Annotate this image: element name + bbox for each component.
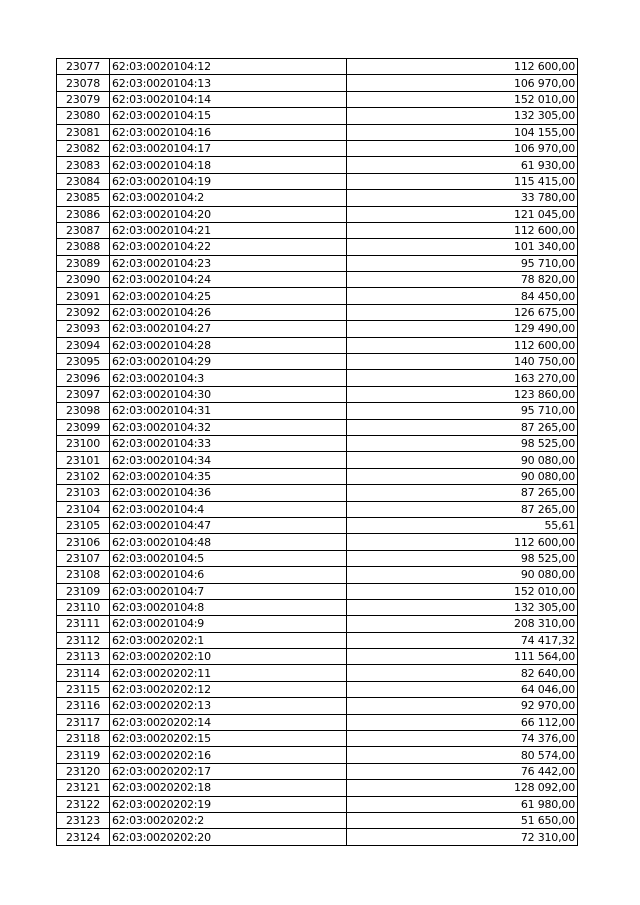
cadastral-number-cell: 62:03:0020202:15 [110,731,347,747]
value-cell: 98 525,00 [347,550,578,566]
row-number-cell: 23094 [57,337,110,353]
cadastral-number-cell: 62:03:0020104:34 [110,452,347,468]
value-cell: 72 310,00 [347,829,578,845]
row-number-cell: 23079 [57,91,110,107]
cadastral-number-cell: 62:03:0020104:15 [110,108,347,124]
cadastral-number-cell: 62:03:0020202:14 [110,714,347,730]
cadastral-number-cell: 62:03:0020104:47 [110,517,347,533]
row-number-cell: 23103 [57,485,110,501]
value-cell: 87 265,00 [347,501,578,517]
value-cell: 152 010,00 [347,91,578,107]
value-cell: 87 265,00 [347,419,578,435]
value-cell: 80 574,00 [347,747,578,763]
cadastral-number-cell: 62:03:0020104:30 [110,386,347,402]
value-cell: 92 970,00 [347,698,578,714]
cadastral-number-cell: 62:03:0020202:16 [110,747,347,763]
table-row [57,321,578,337]
cadastral-number-cell: 62:03:0020202:18 [110,780,347,796]
value-cell: 64 046,00 [347,681,578,697]
table-row [57,140,578,156]
value-cell: 106 970,00 [347,140,578,156]
table-row [57,108,578,124]
row-number-cell: 23097 [57,386,110,402]
value-cell: 115 415,00 [347,173,578,189]
row-number-cell: 23119 [57,747,110,763]
row-number-cell: 23104 [57,501,110,517]
value-cell: 84 450,00 [347,288,578,304]
table-row [57,698,578,714]
value-cell: 208 310,00 [347,616,578,632]
table-row [57,632,578,648]
row-number-cell: 23124 [57,829,110,845]
row-number-cell: 23083 [57,157,110,173]
value-cell: 106 970,00 [347,75,578,91]
value-cell: 74 417,32 [347,632,578,648]
value-cell: 126 675,00 [347,304,578,320]
cadastral-number-cell: 62:03:0020104:21 [110,222,347,238]
value-cell: 128 092,00 [347,780,578,796]
table-row [57,190,578,206]
cadastral-number-cell: 62:03:0020202:13 [110,698,347,714]
row-number-cell: 23089 [57,255,110,271]
table-row [57,534,578,550]
row-number-cell: 23105 [57,517,110,533]
cadastral-number-cell: 62:03:0020104:14 [110,91,347,107]
cadastral-number-cell: 62:03:0020202:10 [110,649,347,665]
value-cell: 78 820,00 [347,272,578,288]
value-cell: 132 305,00 [347,108,578,124]
table-row [57,370,578,386]
cadastral-number-cell: 62:03:0020104:28 [110,337,347,353]
value-cell: 104 155,00 [347,124,578,140]
row-number-cell: 23087 [57,222,110,238]
row-number-cell: 23114 [57,665,110,681]
table-row [57,583,578,599]
row-number-cell: 23108 [57,567,110,583]
table-row [57,419,578,435]
registry-table-body [57,59,578,846]
value-cell: 129 490,00 [347,321,578,337]
cadastral-number-cell: 62:03:0020104:32 [110,419,347,435]
cadastral-number-cell: 62:03:0020104:9 [110,616,347,632]
row-number-cell: 23098 [57,403,110,419]
table-row [57,59,578,75]
value-cell: 112 600,00 [347,337,578,353]
cadastral-number-cell: 62:03:0020104:36 [110,485,347,501]
table-row [57,91,578,107]
value-cell: 112 600,00 [347,59,578,75]
row-number-cell: 23111 [57,616,110,632]
row-number-cell: 23121 [57,780,110,796]
row-number-cell: 23109 [57,583,110,599]
row-number-cell: 23082 [57,140,110,156]
row-number-cell: 23116 [57,698,110,714]
table-row [57,501,578,517]
value-cell: 95 710,00 [347,255,578,271]
table-row [57,255,578,271]
cadastral-number-cell: 62:03:0020202:17 [110,763,347,779]
row-number-cell: 23106 [57,534,110,550]
cadastral-number-cell: 62:03:0020104:33 [110,435,347,451]
cadastral-number-cell: 62:03:0020104:5 [110,550,347,566]
row-number-cell: 23110 [57,599,110,615]
row-number-cell: 23084 [57,173,110,189]
table-row [57,796,578,812]
cadastral-number-cell: 62:03:0020202:1 [110,632,347,648]
row-number-cell: 23117 [57,714,110,730]
cadastral-number-cell: 62:03:0020104:12 [110,59,347,75]
table-row [57,665,578,681]
table-row [57,435,578,451]
cadastral-number-cell: 62:03:0020104:7 [110,583,347,599]
table-row [57,304,578,320]
cadastral-number-cell: 62:03:0020104:48 [110,534,347,550]
table-row [57,403,578,419]
value-cell: 90 080,00 [347,468,578,484]
cadastral-number-cell: 62:03:0020104:19 [110,173,347,189]
table-row [57,452,578,468]
value-cell: 87 265,00 [347,485,578,501]
row-number-cell: 23102 [57,468,110,484]
table-row [57,272,578,288]
cadastral-number-cell: 62:03:0020104:16 [110,124,347,140]
value-cell: 51 650,00 [347,812,578,828]
table-row [57,714,578,730]
value-cell: 33 780,00 [347,190,578,206]
table-row [57,468,578,484]
table-row [57,681,578,697]
table-row [57,157,578,173]
cadastral-number-cell: 62:03:0020202:11 [110,665,347,681]
table-row [57,616,578,632]
cadastral-number-cell: 62:03:0020104:13 [110,75,347,91]
table-row [57,550,578,566]
cadastral-number-cell: 62:03:0020104:29 [110,354,347,370]
value-cell: 90 080,00 [347,452,578,468]
row-number-cell: 23122 [57,796,110,812]
value-cell: 82 640,00 [347,665,578,681]
cadastral-number-cell: 62:03:0020202:2 [110,812,347,828]
row-number-cell: 23107 [57,550,110,566]
row-number-cell: 23093 [57,321,110,337]
row-number-cell: 23118 [57,731,110,747]
table-row [57,124,578,140]
row-number-cell: 23086 [57,206,110,222]
cadastral-number-cell: 62:03:0020104:25 [110,288,347,304]
value-cell: 112 600,00 [347,534,578,550]
value-cell: 61 980,00 [347,796,578,812]
value-cell: 101 340,00 [347,239,578,255]
table-row [57,485,578,501]
table-row [57,222,578,238]
table-row [57,173,578,189]
row-number-cell: 23078 [57,75,110,91]
cadastral-number-cell: 62:03:0020104:18 [110,157,347,173]
cadastral-number-cell: 62:03:0020104:27 [110,321,347,337]
table-row [57,288,578,304]
row-number-cell: 23101 [57,452,110,468]
table-row [57,747,578,763]
row-number-cell: 23112 [57,632,110,648]
cadastral-number-cell: 62:03:0020104:2 [110,190,347,206]
value-cell: 140 750,00 [347,354,578,370]
value-cell: 123 860,00 [347,386,578,402]
value-cell: 112 600,00 [347,222,578,238]
table-row [57,206,578,222]
row-number-cell: 23100 [57,435,110,451]
cadastral-number-cell: 62:03:0020104:31 [110,403,347,419]
cadastral-number-cell: 62:03:0020202:19 [110,796,347,812]
row-number-cell: 23077 [57,59,110,75]
cadastral-number-cell: 62:03:0020104:22 [110,239,347,255]
value-cell: 95 710,00 [347,403,578,419]
table-row [57,649,578,665]
cadastral-number-cell: 62:03:0020202:12 [110,681,347,697]
row-number-cell: 23080 [57,108,110,124]
table-row [57,567,578,583]
table-row [57,812,578,828]
row-number-cell: 23092 [57,304,110,320]
value-cell: 111 564,00 [347,649,578,665]
cadastral-number-cell: 62:03:0020104:4 [110,501,347,517]
table-row [57,386,578,402]
value-cell: 132 305,00 [347,599,578,615]
row-number-cell: 23081 [57,124,110,140]
row-number-cell: 23095 [57,354,110,370]
value-cell: 152 010,00 [347,583,578,599]
row-number-cell: 23096 [57,370,110,386]
cadastral-number-cell: 62:03:0020104:3 [110,370,347,386]
table-row [57,731,578,747]
row-number-cell: 23090 [57,272,110,288]
cadastral-number-cell: 62:03:0020104:8 [110,599,347,615]
cadastral-number-cell: 62:03:0020104:26 [110,304,347,320]
row-number-cell: 23085 [57,190,110,206]
row-number-cell: 23120 [57,763,110,779]
table-row [57,337,578,353]
row-number-cell: 23123 [57,812,110,828]
value-cell: 163 270,00 [347,370,578,386]
registry-table [56,58,578,846]
cadastral-number-cell: 62:03:0020104:23 [110,255,347,271]
value-cell: 90 080,00 [347,567,578,583]
table-row [57,763,578,779]
table-row [57,354,578,370]
row-number-cell: 23088 [57,239,110,255]
row-number-cell: 23099 [57,419,110,435]
row-number-cell: 23091 [57,288,110,304]
value-cell: 98 525,00 [347,435,578,451]
value-cell: 61 930,00 [347,157,578,173]
table-row [57,599,578,615]
cadastral-number-cell: 62:03:0020202:20 [110,829,347,845]
value-cell: 55,61 [347,517,578,533]
cadastral-number-cell: 62:03:0020104:24 [110,272,347,288]
cadastral-number-cell: 62:03:0020104:17 [110,140,347,156]
table-row [57,239,578,255]
table-row [57,780,578,796]
cadastral-number-cell: 62:03:0020104:6 [110,567,347,583]
value-cell: 76 442,00 [347,763,578,779]
row-number-cell: 23115 [57,681,110,697]
value-cell: 74 376,00 [347,731,578,747]
table-row [57,829,578,845]
table-row [57,75,578,91]
value-cell: 121 045,00 [347,206,578,222]
cadastral-number-cell: 62:03:0020104:20 [110,206,347,222]
document-page [56,58,578,846]
value-cell: 66 112,00 [347,714,578,730]
row-number-cell: 23113 [57,649,110,665]
table-row [57,517,578,533]
cadastral-number-cell: 62:03:0020104:35 [110,468,347,484]
